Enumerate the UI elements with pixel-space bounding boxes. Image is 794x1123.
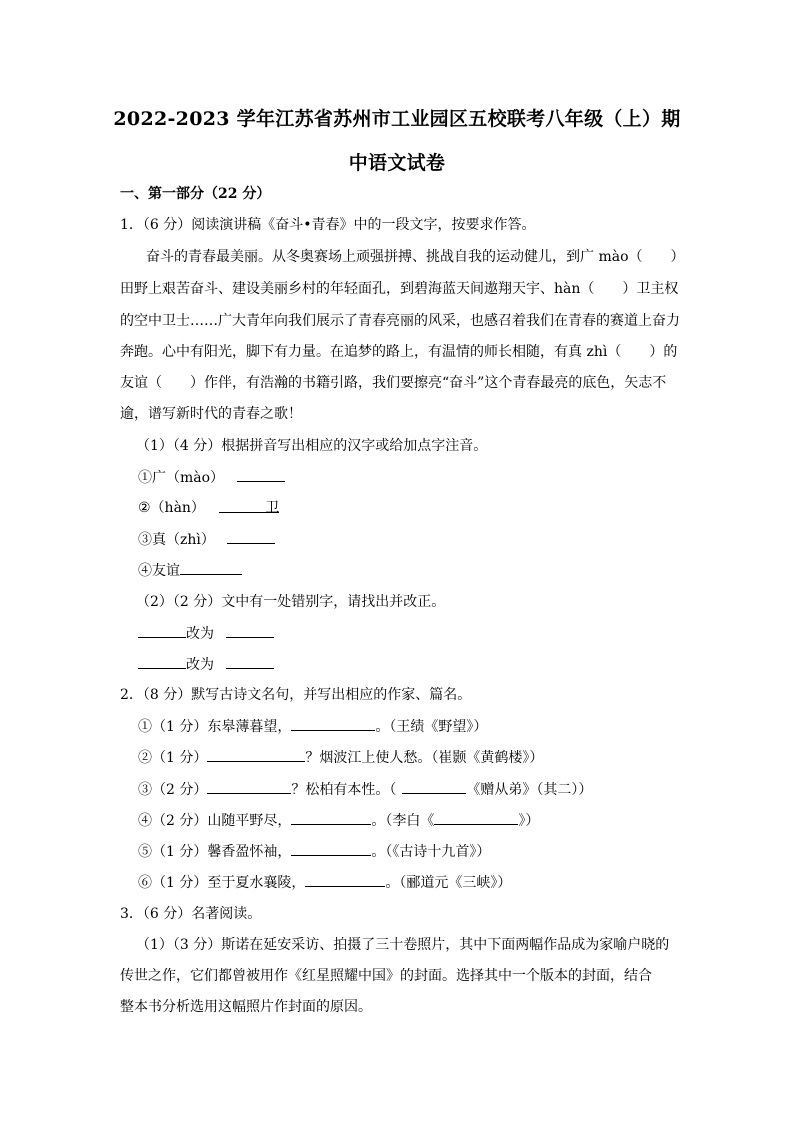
answer-blank[interactable] (291, 841, 371, 856)
answer-blank[interactable] (402, 779, 466, 794)
q2-item-2-prefix: ②（1 分） (138, 750, 208, 766)
q1-sub2: （2）（2 分）文中有一处错别字，请找出并改正。 (136, 594, 446, 610)
q3-sub1-line: 传世之作，它们都曾被用作《红星照耀中国》的封面。选择其中一个版本的封面，结合 (120, 968, 652, 984)
answer-blank[interactable] (207, 747, 305, 762)
answer-blank[interactable] (219, 498, 280, 516)
q1-item-2-suffix: 卫 (265, 500, 280, 516)
q2-item-1 (138, 716, 698, 737)
q2-item-6-suffix: 。（郦道元《三峡》） (385, 875, 512, 891)
q1-item-2-label: ②（hàn） (138, 500, 205, 516)
q2-item-3 (138, 779, 698, 800)
change-label: 改为 (186, 626, 214, 642)
answer-blank[interactable] (227, 529, 275, 544)
q3-stem: 3．（6 分）名著阅读。 (120, 906, 262, 922)
q1-stem: 1．（6 分）阅读演讲稿《奋斗•青春》中的一段文字，按要求作答。 (120, 217, 536, 233)
q1-passage-line: 奔跑。心中有阳光，脚下有力量。在追梦的路上，有温情的师长相随，有真 zhì（ ）的 (120, 344, 678, 360)
q2-item-2-suffix: ？烟波江上使人愁。（崔颢《黄鹤楼》） (305, 750, 544, 766)
exam-title-line2: 中语文试卷 (348, 152, 446, 174)
q3-sub1-line: 整本书分析选用这幅照片作封面的原因。 (120, 999, 372, 1015)
q1-passage-line: 田野上艰苦奋斗、建设美丽乡村的年轻面孔，到碧海蓝天间遨翔天宇、hàn（ ）卫主权 (120, 281, 679, 297)
q2-item-6-prefix: ⑥（1 分）至于夏水襄陵， (138, 875, 306, 891)
answer-blank[interactable] (138, 623, 186, 638)
q2-item-4 (138, 810, 698, 831)
q2-item-4-suffix2: 》） (518, 813, 540, 829)
q2-item-3-suffix2: 《赠从弟》（其二）） (466, 782, 593, 798)
q1-correction-row (138, 623, 698, 644)
q1-item-1 (138, 467, 698, 488)
answer-blank[interactable] (180, 560, 242, 575)
answer-blank[interactable] (226, 654, 274, 669)
section-heading: 一、第一部分（22 分） (120, 186, 271, 202)
q1-item-4-label: ④友谊 (138, 563, 180, 579)
q2-item-3-prefix: ③（2 分） (138, 782, 208, 798)
q1-item-1-label: ①广（mào） (138, 470, 225, 486)
q1-item-4 (138, 560, 698, 581)
answer-blank[interactable] (237, 467, 285, 482)
q2-item-4-suffix: 。（李白《 (371, 813, 435, 829)
answer-blank[interactable] (305, 872, 385, 887)
q1-passage-line: 奋斗的青春最美丽。从冬奥赛场上顽强拼搏、挑战自我的运动健儿，到广 mào（ ） (146, 249, 685, 265)
q1-item-2 (138, 498, 698, 518)
answer-blank[interactable] (434, 810, 518, 825)
q1-sub1: （1）（4 分）根据拼音写出相应的汉字或给加点字注音。 (136, 438, 488, 454)
answer-blank[interactable] (138, 654, 186, 669)
q3-sub1-line: （1）（3 分）斯诺在延安采访、拍摄了三十卷照片，其中下面两幅作品成为家喻户晓的 (136, 937, 670, 953)
answer-blank[interactable] (207, 779, 291, 794)
q1-correction-row (138, 654, 698, 675)
q2-item-1-suffix: 。（王绩《野望》） (375, 719, 488, 735)
q2-item-6 (138, 872, 698, 893)
q2-item-5 (138, 841, 698, 862)
q1-passage-line: 逾，谱写新时代的青春之歌！ (120, 406, 302, 422)
q1-passage-line: 友谊（ ）作伴，有浩瀚的书籍引路，我们要擦亮“奋斗”这个青春最亮的底色，矢志不 (120, 375, 667, 391)
q2-item-2 (138, 747, 698, 768)
change-label: 改为 (186, 657, 214, 673)
q1-item-3-label: ③真（zhì） (138, 532, 215, 548)
q2-stem: 2．（8 分）默写古诗文名句，并写出相应的作家、篇名。 (120, 687, 472, 703)
q2-item-3-suffix: ？松柏有本性。（ (291, 782, 397, 798)
exam-title-line1: 2022-2023 学年江苏省苏州市工业园区五校联考八年级（上）期 (113, 108, 681, 130)
q2-item-1-prefix: ①（1 分）东皋薄暮望， (138, 719, 292, 735)
q2-item-5-prefix: ⑤（1 分）馨香盈怀袖， (138, 844, 292, 860)
answer-blank[interactable] (226, 623, 274, 638)
answer-blank[interactable] (291, 716, 375, 731)
answer-blank[interactable] (291, 810, 371, 825)
q2-item-5-suffix: 。（《古诗十九首》） (371, 844, 491, 860)
q2-item-4-prefix: ④（2 分）山随平野尽， (138, 813, 292, 829)
q1-passage-line: 的空中卫士……广大青年向我们展示了青春亮丽的风采，也感召着我们在青春的赛道上奋力 (120, 313, 680, 329)
q1-item-3 (138, 529, 698, 550)
